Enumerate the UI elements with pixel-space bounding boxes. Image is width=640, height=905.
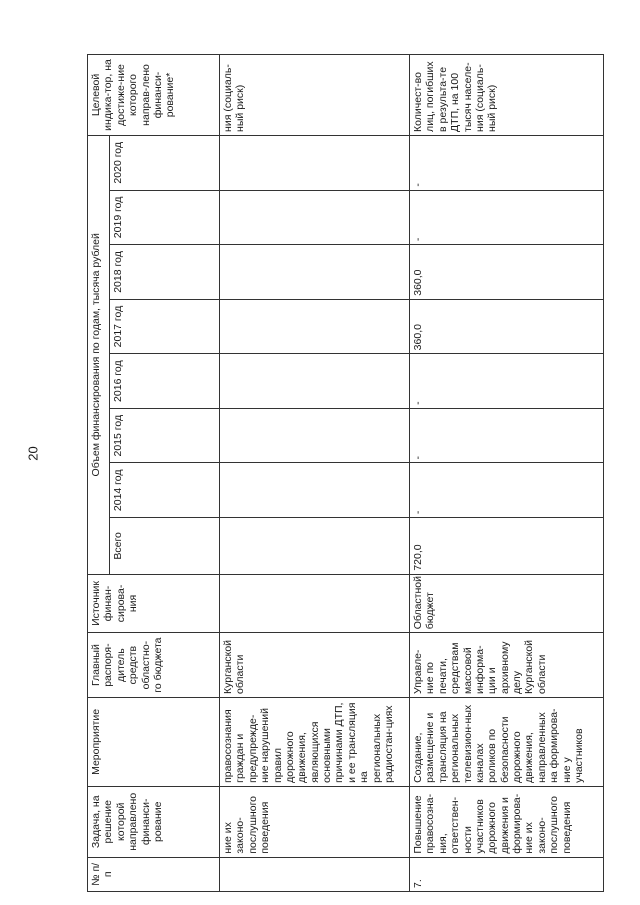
header-task: Задача, на решение которой направлено финанси-рование <box>88 786 220 857</box>
cell-indicator: Количест-во лиц, погибших в результа-те ДТП, на 100 тысяч населе-ния (социаль-ный риск) <box>410 55 604 136</box>
cell-indicator: ния (социаль-ный риск) <box>220 55 410 136</box>
header-indicator: Целевой индика-тор, на достиже-ние которого направ-лено финанси-рование* <box>88 55 220 136</box>
header-2019: 2019 год <box>110 190 220 245</box>
cell-total <box>220 518 410 575</box>
cell-source: Областной бюджет <box>410 574 604 633</box>
header-volume-group: Объем финансирования по годам, тысяча рублей <box>88 135 110 574</box>
header-2020: 2020 год <box>110 135 220 190</box>
header-num: № п/п <box>88 857 220 891</box>
cell-activity: Создание, размещение и трансляция на региональных телевизион-ных каналах роликов по безопасности дорожного движения, направленных на формирова-ние у участников <box>410 697 604 786</box>
page-number: 20 <box>25 446 41 461</box>
financing-table <box>87 54 604 892</box>
cell-task: ние их законо-послушного поведения <box>220 786 410 857</box>
cell-2016 <box>220 354 410 409</box>
header-2015: 2015 год <box>110 408 220 463</box>
cell-2017 <box>220 299 410 354</box>
cell-2014: - <box>410 463 604 518</box>
header-2017: 2017 год <box>110 299 220 354</box>
cell-2018 <box>220 245 410 300</box>
header-2018: 2018 год <box>110 245 220 300</box>
cell-source <box>220 574 410 633</box>
cell-activity: правосознания граждан и предупрежде-ние нарушений правил дорожного движения, являющихся основными причинами ДТП, и ее трансляция на региональных радиостан-циях <box>220 697 410 786</box>
cell-2020 <box>220 135 410 190</box>
cell-2015: - <box>410 408 604 463</box>
cell-num <box>220 857 410 891</box>
cell-num: 7. <box>410 857 604 891</box>
cell-2020: - <box>410 135 604 190</box>
table-row <box>220 55 410 892</box>
header-manager: Главный распоря-дитель средств областно-го бюджета <box>88 633 220 698</box>
cell-2018: 360,0 <box>410 245 604 300</box>
header-activity: Мероприятие <box>88 697 220 786</box>
cell-manager: Управле-ние по печати, средствам массовой информа-ции и архивному делу Курганской области <box>410 633 604 698</box>
header-total: Всего <box>110 518 220 575</box>
cell-2015 <box>220 408 410 463</box>
cell-2019 <box>220 190 410 245</box>
cell-total: 720,0 <box>410 518 604 575</box>
table-row <box>410 55 604 892</box>
header-source: Источник финан-сирова-ния <box>88 574 220 633</box>
cell-2014 <box>220 463 410 518</box>
header-2016: 2016 год <box>110 354 220 409</box>
cell-2017: 360,0 <box>410 299 604 354</box>
header-2014: 2014 год <box>110 463 220 518</box>
cell-manager: Курганской области <box>220 633 410 698</box>
cell-task: Повышение правосозна-ния, ответствен-ности участников дорожного движения и формирова-ние их законо-послушного поведения <box>410 786 604 857</box>
financing-table-wrapper <box>87 54 603 892</box>
cell-2016: - <box>410 354 604 409</box>
cell-2019: - <box>410 190 604 245</box>
